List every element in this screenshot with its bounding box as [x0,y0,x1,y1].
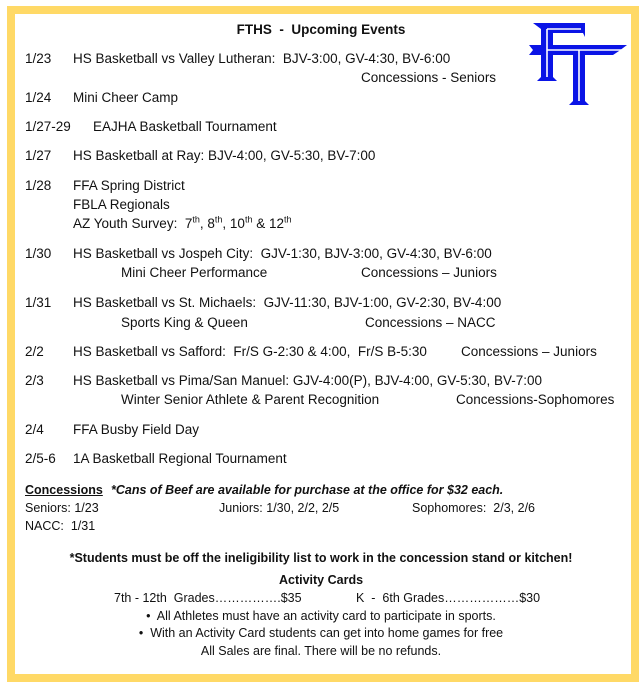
bullet-text: With an Activity Card students can get into home games for free [150,626,504,640]
event-date: 2/2 [25,344,44,359]
event-text: FFA Busby Field Day [73,422,200,437]
event-text: 1A Basketball Regional Tournament [73,451,287,466]
juniors-dates: Juniors: 1/30, 2/2, 2/5 [219,501,340,515]
final-sales-note: All Sales are final. There will be no refunds. [200,644,442,658]
event-date: 2/3 [25,373,44,388]
ordinal: th [244,214,253,225]
event-concessions: Concessions – Juniors [361,265,497,280]
event-text: FBLA Regionals [73,197,170,212]
ordinal: th [214,214,223,225]
event-text: FFA Spring District [73,178,185,193]
event-text: HS Basketball vs Safford: Fr/S G-2:30 & 4:00, Fr/S B-5:30 [73,344,427,359]
event-date: 1/23 [25,51,52,66]
event-concessions: Concessions-Sophomores [456,392,615,407]
event-text: Sports King & Queen [121,315,248,330]
event-date: 1/27-29 [25,119,71,134]
event-text: Winter Senior Athlete & Parent Recognition [121,392,380,407]
seniors-dates: Seniors: 1/23 [25,501,99,515]
event-survey: AZ Youth Survey: 7th, 8th, 10th & 12th [73,214,292,231]
event-text: HS Basketball vs Pima/San Manuel: GJV-4:00(P), BJV-4:00, GV-5:30, BV-7:00 [73,373,542,388]
bullet-item: • All Athletes must have an activity card to participate in sports. [146,609,496,623]
grade: 7 [184,216,193,231]
event-date: 1/27 [25,148,52,163]
ordinal: th [284,214,292,225]
event-date: 1/31 [25,295,52,310]
survey-label: AZ Youth Survey: [73,216,185,231]
sophomores-dates: Sophomores: 2/3, 2/6 [412,501,535,515]
price-7-12: 7th - 12th Grades…………….$35 [114,591,302,605]
ordinal: th [192,214,200,225]
concessions-heading: Concessions [25,483,103,497]
event-text: Mini Cheer Camp [73,90,179,105]
page-title: FTHS - Upcoming Events [236,22,406,37]
event-concessions: Concessions - Seniors [361,70,497,85]
event-date: 2/5-6 [25,451,56,466]
event-date: 1/30 [25,246,52,261]
event-text: HS Basketball vs St. Michaels: GJV-11:30, BJV-1:00, GV-2:30, BV-4:00 [73,295,502,310]
event-text: Mini Cheer Performance [121,265,268,280]
nacc-dates: NACC: 1/31 [25,519,96,533]
event-date: 1/24 [25,90,52,105]
beef-note: *Cans of Beef are available for purchase at the office for $32 each. [111,483,504,497]
grade: 12 [268,216,285,231]
grade: 10 [229,216,245,231]
activity-cards-heading: Activity Cards [278,573,364,587]
event-concessions: Concessions – NACC [365,315,496,330]
bullet-item: • With an Activity Card students can get into home games for free [138,626,504,640]
event-text: HS Basketball at Ray: BJV-4:00, GV-5:30, BV-7:00 [73,148,376,163]
bullet-text: All Athletes must have an activity card to participate in sports. [156,609,496,623]
event-date: 2/4 [25,422,44,437]
grade: 8 [207,216,215,231]
event-text: EAJHA Basketball Tournament [93,119,277,134]
eligibility-note: *Students must be off the ineligibility list to work in the concession stand or kitchen! [69,551,573,565]
event-concessions: Concessions – Juniors [461,344,597,359]
event-text: HS Basketball vs Valley Lutheran: BJV-3:00, GV-4:30, BV-6:00 [73,51,451,66]
price-k-6: K - 6th Grades………………$30 [356,591,541,605]
event-date: 1/28 [25,178,52,193]
event-text: HS Basketball vs Jospeh City: GJV-1:30, BJV-3:00, GV-4:30, BV-6:00 [73,246,492,261]
